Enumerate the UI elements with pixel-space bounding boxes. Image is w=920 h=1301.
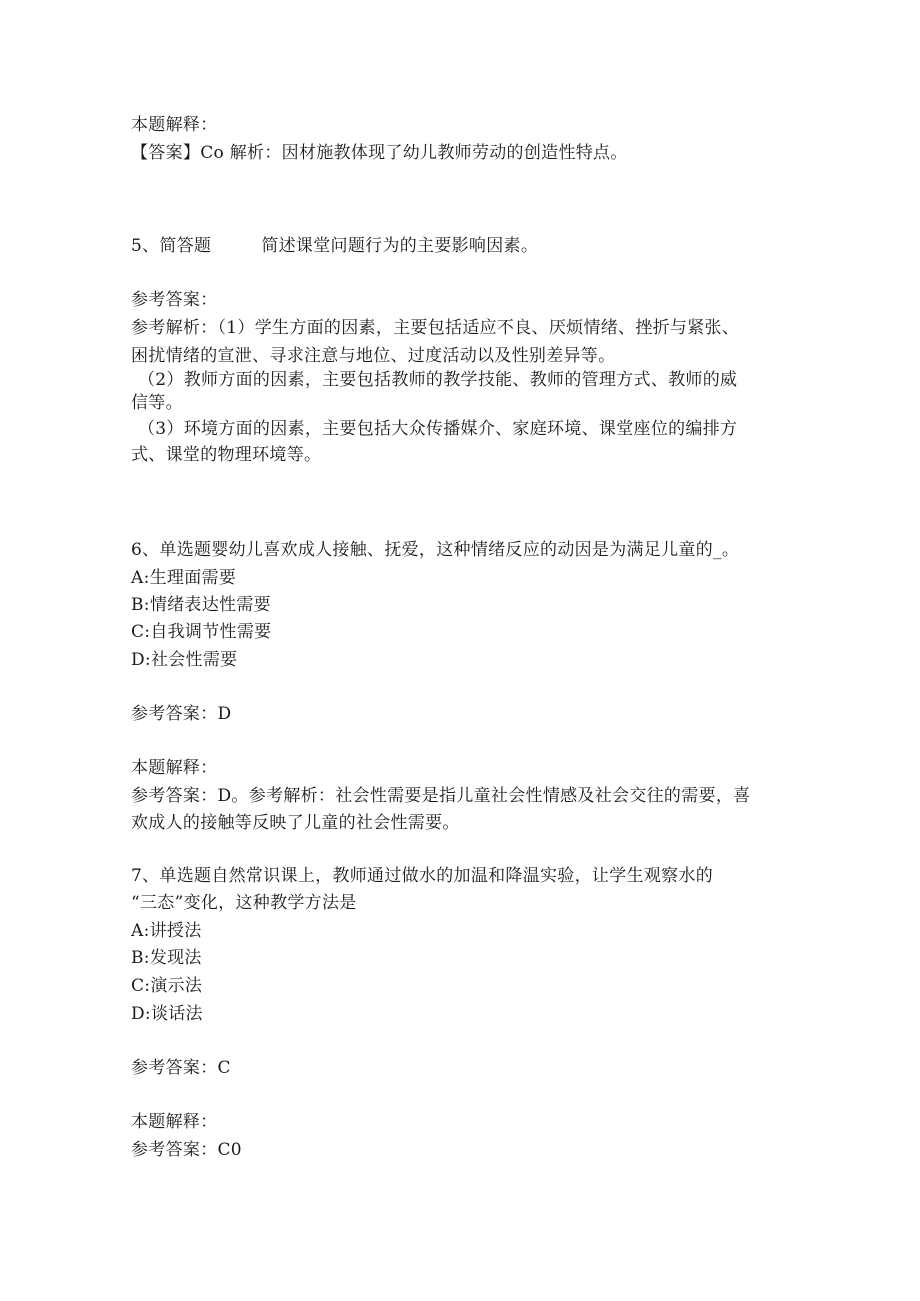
q4-explanation-label: 本题解释： xyxy=(131,115,218,135)
q4-explanation-text: 【答案】Co 解析：因材施教体现了幼儿教师劳动的创造性特点。 xyxy=(131,143,628,163)
q5-analysis-line: 式、课堂的物理环境等。 xyxy=(131,445,322,465)
q7-stem-line: 7、单选题自然常识课上，教师通过做水的加温和降温实验，让学生观察水的 xyxy=(131,866,714,886)
q5-stem: 简述课堂问题行为的主要影响因素。 xyxy=(261,236,539,256)
q6-option-c: C:自我调节性需要 xyxy=(131,622,272,642)
q5-analysis-line: （2）教师方面的因素，主要包括教师的教学技能、教师的管理方式、教师的威 xyxy=(138,370,738,390)
q7-option-d: D:谈话法 xyxy=(131,1004,203,1024)
q7-explanation-text: 参考答案：C0 xyxy=(131,1140,242,1160)
q5-analysis-line: 参考解析：（1）学生方面的因素，主要包括适应不良、厌烦情绪、挫折与紧张、 xyxy=(131,318,740,338)
q5-analysis-line: （3）环境方面的因素，主要包括大众传播媒介、家庭环境、课堂座位的编排方 xyxy=(138,419,738,439)
q6-explanation-line: 欢成人的接触等反映了儿童的社会性需要。 xyxy=(131,813,460,833)
q6-option-d: D:社会性需要 xyxy=(131,650,238,670)
q5-number: 5、简答题 xyxy=(131,236,212,256)
q6-explanation-line: 参考答案：D。参考解析：社会性需要是指儿童社会性情感及社会交往的需要，喜 xyxy=(131,786,751,806)
q5-analysis-line: 困扰情绪的宣泄、寻求注意与地位、过度活动以及性别差异等。 xyxy=(131,346,616,366)
q6-answer: 参考答案：D xyxy=(131,704,232,724)
q7-answer: 参考答案：C xyxy=(131,1058,231,1078)
q6-option-a: A:生理面需要 xyxy=(131,568,237,588)
q7-option-a: A:讲授法 xyxy=(131,921,202,941)
q6-stem: 6、单选题婴幼儿喜欢成人接触、抚爱，这种情绪反应的动因是为满足儿童的_。 xyxy=(131,540,740,560)
q7-stem-line: “三态”变化，这种教学方法是 xyxy=(131,893,357,913)
q6-explanation-label: 本题解释： xyxy=(131,758,218,778)
q7-option-c: C:演示法 xyxy=(131,976,203,996)
q6-option-b: B:情绪表达性需要 xyxy=(131,595,271,615)
q7-explanation-label: 本题解释： xyxy=(131,1112,218,1132)
q5-question xyxy=(131,234,801,258)
q5-answer-label: 参考答案： xyxy=(131,290,218,310)
q5-analysis-line: 信等。 xyxy=(131,393,183,413)
q7-option-b: B:发现法 xyxy=(131,948,202,968)
